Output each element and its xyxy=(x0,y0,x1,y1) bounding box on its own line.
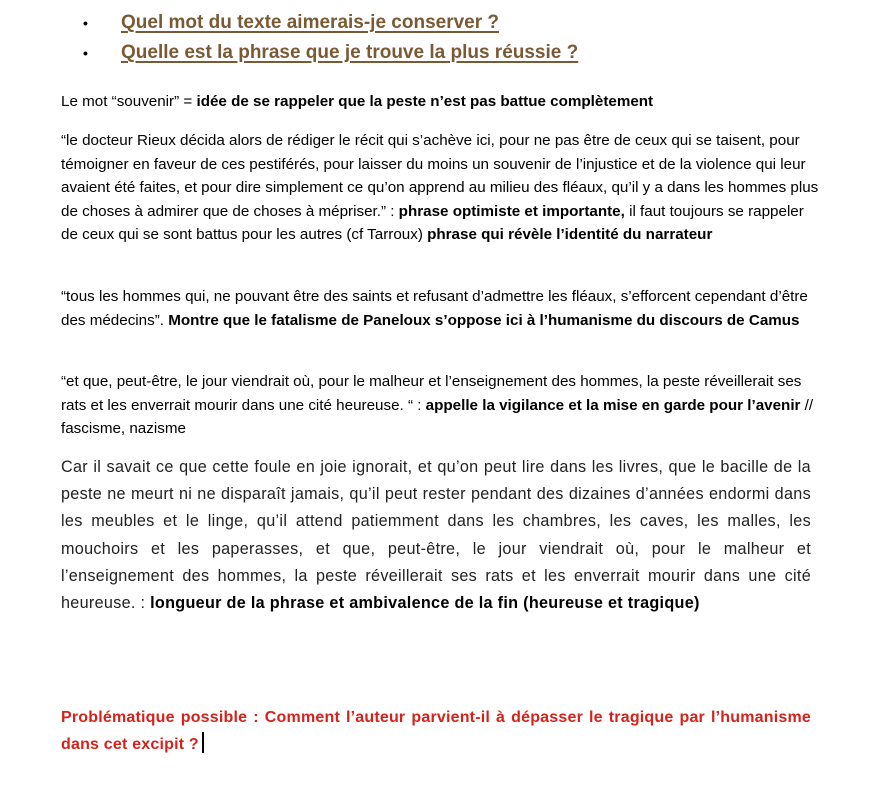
paragraph-medecins-quote xyxy=(61,285,821,332)
paragraph-text: il faut toujours se rappeler de ceux qui se sont battus pour les autres (cf Tarroux) xyxy=(61,202,804,243)
excipit-text: Car il savait ce que cette foule en joie ignorait, et qu’on peut lire dans les livres, que le bacille de la peste ne meurt ni ne disparaît jamais, qu’il peut rester pendant des dizaines d’années endormi dans les meubles et le linge, qu’il attend patiemment dans les chambres, les caves, les malles, les mouchoirs et les paperasses, et que, peut-être, le jour viendrait où, pour le malheur et l’enseignement des hommes, la peste réveillerait ses rats et les enverrait mourir dans une cité heureuse. : xyxy=(61,458,811,613)
paragraph-text: // fascisme, nazisme xyxy=(61,396,814,437)
bold-comment: phrase qui révèle l’identité du narrateur xyxy=(427,226,713,243)
bold-comment: longueur de la phrase et ambivalence de la fin (heureuse et tragique) xyxy=(150,594,700,613)
bold-comment: phrase optimiste et importante, xyxy=(398,202,625,220)
text-cursor xyxy=(202,732,204,753)
question-text: Quelle est la phrase que je trouve la plus réussie ? xyxy=(121,42,579,63)
quote-text: “le docteur Rieux décida alors de rédiger le récit qui s’achève ici, pour ne pas être de ceux qui se taisent, pour témoigner en faveur de ces pestiférés, pour laisser du moins un souvenir de l’injustice et de la violence qui leur avaient été faites, et pour dire simplement ce qu’on apprend au milieu des fléaux, qu’il y a dans les hommes plus de choses à admirer que de choses à mépriser.” : xyxy=(61,132,819,220)
problematique-text: Problématique possible : Comment l’auteur parvient-il à dépasser le tragique par l’humanisme dans cet excipit ? xyxy=(61,709,811,753)
bold-comment: idée de se rappeler que la peste n’est pas battue complètement xyxy=(196,93,654,110)
question-list xyxy=(83,8,578,68)
quote-text: “et que, peut-être, le jour viendrait où, pour le malheur et l’enseignement des hommes, la peste réveillerait ses rats et les enverrait mourir dans une cité heureuse. “ : xyxy=(61,373,802,414)
question-item xyxy=(83,38,578,68)
paragraph-mot-souvenir xyxy=(61,90,821,114)
problematique xyxy=(61,704,811,758)
bullet-icon: • xyxy=(83,15,88,31)
question-text: Quel mot du texte aimerais-je conserver ? xyxy=(121,12,500,33)
paragraph-text: Le mot “souvenir” = xyxy=(61,93,197,110)
paragraph-rieux-quote xyxy=(61,129,821,247)
quote-text: “tous les hommes qui, ne pouvant être des saints et refusant d’admettre les fléaux, s’efforcent cependant d’être des médecins”. xyxy=(61,288,808,329)
bold-comment: Montre que le fatalisme de Paneloux s’oppose ici à l’humanisme du discours de Camus xyxy=(168,311,800,329)
question-item xyxy=(83,8,578,38)
paragraph-peste-quote xyxy=(61,370,821,441)
bullet-icon: • xyxy=(83,45,88,61)
bold-comment: appelle la vigilance et la mise en garde pour l’avenir xyxy=(425,396,801,414)
paragraph-excipit xyxy=(61,454,811,617)
